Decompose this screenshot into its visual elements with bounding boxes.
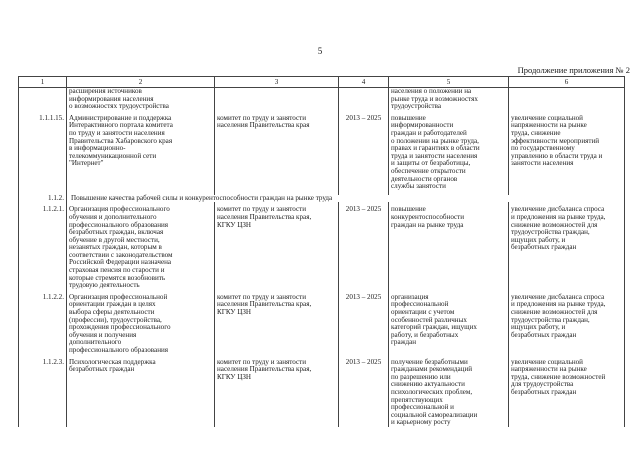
result-cell: получение безработными гражданами рекомендаций по разрешению или снижению актуальности психологических проблем, препятствующих профессиональной и социальной самореализации и карьерному росту (389, 359, 509, 427)
measures-table-body (19, 77, 625, 427)
executor-cell: комитет по труду и занятости населения Правительства края, КГКУ ЦЗН (215, 294, 339, 355)
period-cell: 2013 – 2025 (339, 115, 389, 191)
result-cell: повышение информированности граждан и работодателей о положении на рынке труда, правах и гарантиях в области труда и занятости населения и защиты от безработицы, обеспечение открытости деятельности органов службы занятости (389, 115, 509, 191)
header-cell: 3 (215, 77, 339, 88)
section-title: Повышение качества рабочей силы и конкурентоспособности граждан на рынке труда (67, 195, 625, 203)
measure-cell: Организация профессиональной ориентации граждан в целях выбора сферы деятельности (профессии), трудоустройства, прохождения профессионального обучения и получения дополнительного профессионального образования (67, 294, 215, 355)
item-number: 1.1.1.15. (19, 115, 67, 191)
effect-cell: увеличение дисбаланса спроса и предложения на рынке труда, снижение возможностей для трудоустройства граждан, ищущих работу, и безработных граждан (509, 206, 625, 290)
measures-table (18, 76, 625, 427)
continuation-label: Продолжение приложения № 2 (517, 65, 630, 75)
measure-cell: расширения источников информирования населения о возможностях трудоустройства (67, 88, 215, 111)
header-cell: 6 (509, 77, 625, 88)
section-row (19, 195, 625, 203)
executor-cell: комитет по труду и занятости населения Правительства края (215, 115, 339, 191)
effect-cell: увеличение социальной напряженности на рынке труда, снижение возможностей для трудоустройства безработных граждан (509, 359, 625, 427)
item-number: 1.1.2.3. (19, 359, 67, 427)
table-row (19, 294, 625, 355)
measure-cell: Администрирование и поддержка Интерактивного портала комитета по труду и занятости населения Правительства Хабаровского края в информационно- телекоммуникационной сети "Интернет" (67, 115, 215, 191)
item-number: 1.1.2.1. (19, 206, 67, 290)
measure-cell: Организация профессионального обучения и дополнительного профессионального образования безработных граждан, включая обучение в другой местности, незанятых граждан, которым в соответствии с законодательством Российской Федерации назначена страховая пенсия по старости и которые стремятся возобновить трудовую деятельность (67, 206, 215, 290)
item-number: 1.1.2. (19, 195, 67, 203)
effect-cell: увеличение дисбаланса спроса и предложения на рынке труда, снижение возможностей для трудоустройства граждан, ищущих работу, и безработных граждан (509, 294, 625, 355)
header-cell: 1 (19, 77, 67, 88)
table-row (19, 359, 625, 427)
effect-cell: увеличение социальной напряженности на рынке труда, снижение эффективности мероприятий по государственному управлению в области труда и занятости населения (509, 115, 625, 191)
executor-cell: комитет по труду и занятости населения Правительства края, КГКУ ЦЗН (215, 359, 339, 427)
header-cell: 4 (339, 77, 389, 88)
result-cell: повышение конкурентоспособности граждан на рынке труда (389, 206, 509, 290)
table-header-row (19, 77, 625, 88)
item-number: 1.1.2.2. (19, 294, 67, 355)
period-cell: 2013 – 2025 (339, 294, 389, 355)
executor-cell: комитет по труду и занятости населения Правительства края, КГКУ ЦЗН (215, 206, 339, 290)
period-cell: 2013 – 2025 (339, 359, 389, 427)
table-row (19, 206, 625, 290)
effect-cell (509, 88, 625, 111)
result-cell: организация профессиональной ориентации с учетом особенностей различных категорий граждан, ищущих работу, и безработных граждан (389, 294, 509, 355)
page-number: 5 (317, 46, 323, 56)
header-cell: 2 (67, 77, 215, 88)
period-cell: 2013 – 2025 (339, 206, 389, 290)
result-cell: населения о положении на рынке труда и возможностях трудоустройства (389, 88, 509, 111)
executor-cell (215, 88, 339, 111)
header-cell: 5 (389, 77, 509, 88)
item-number (19, 88, 67, 111)
table-row (19, 115, 625, 191)
measure-cell: Психологическая поддержка безработных граждан (67, 359, 215, 427)
table-row (19, 88, 625, 111)
period-cell (339, 88, 389, 111)
